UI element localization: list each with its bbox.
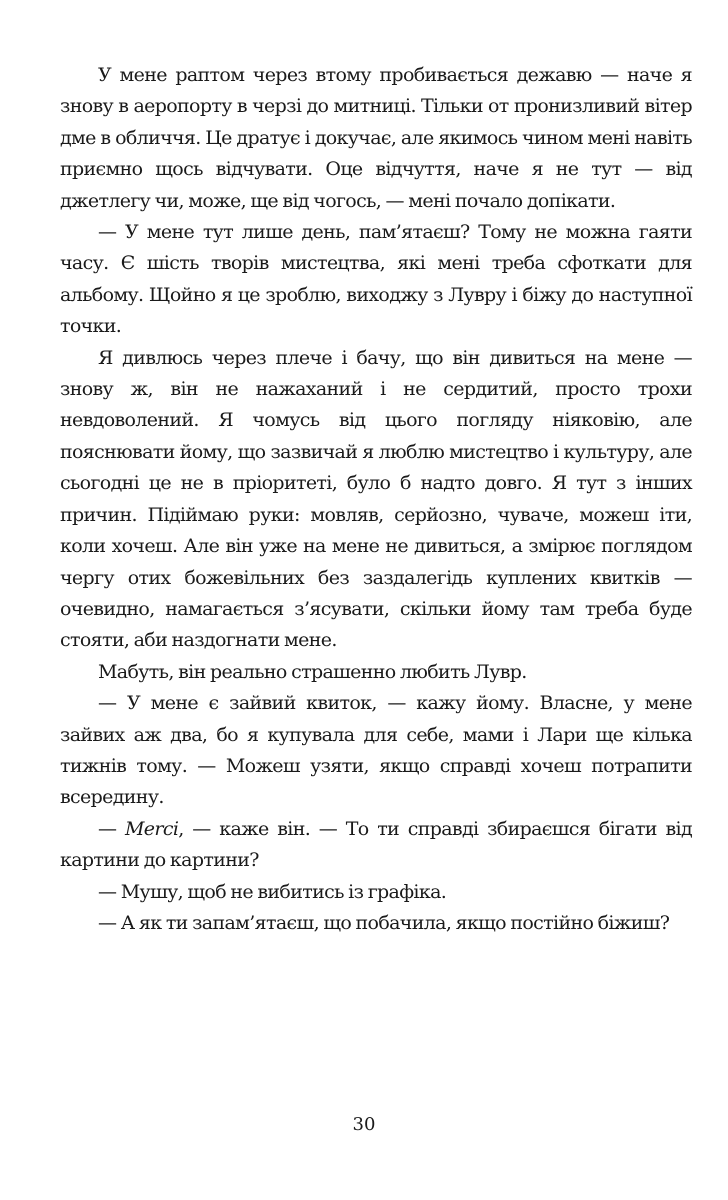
paragraph-2: — У мене тут лише день, пам’ятаєш? Тому не можна гаяти часу. Є шість творів мистецтва, які мені треба сфоткати для альбому. Щойно я це зроблю, виходжу з Лувру і біжу до наступної точки. — [60, 221, 692, 338]
paragraph-5: — У мене є зайвий квиток, — кажу йому. Власне, у мене зайвих аж два, бо я купувала для себе, мами і Лари ще кілька тижнів тому. — Можеш узяти, якщо справді хочеш потрапити всередину. — [60, 692, 692, 809]
body-text — [60, 60, 692, 939]
paragraph-4: Мабуть, він реально страшенно любить Лувр. — [98, 660, 527, 683]
paragraph-3: Я дивлюсь через плече і бачу, що він дивиться на мене — знову ж, він не нажаханий і не сердитий, просто трохи невдоволений. Я чомусь від цього погляду ніяковію, але пояснювати йому, що зазвичай я люблю мистецтво і культуру, але сьогодні це не в пріоритеті, було б надто довго. Я тут з інших причин. Підіймаю руки: мовляв, серйозно, чуваче, можеш іти, коли хочеш. Але він уже на мене не дивиться, а змірює поглядом чергу отих божевільних без заздалегідь куплених квитків — очевидно, намагається з’ясувати, скільки йому там треба буде стояти, аби наздогнати мене. — [60, 346, 692, 652]
paragraph-7: — Мушу, щоб не вибитись із графіка. — [98, 880, 447, 903]
paragraph-6: — Merci, — каже він. — То ти справді збираєшся бігати від картини до картини? — [60, 817, 692, 872]
paragraph-1: У мене раптом через втому пробивається дежавю — наче я знову в аеропорту в черзі до митниці. Тільки от пронизливий вітер дме в обличчя. Це дратує і докучає, але якимось чином мені навіть приємно щось відчувати. Оце відчуття, наче я не тут — від джетлегу чи, може, ще від чогось, — мені почало допікати. — [60, 64, 692, 212]
page-number: 30 — [352, 1114, 376, 1135]
paragraph-8: — А як ти запам’ятаєш, що побачила, якщо постійно біжиш? — [98, 911, 670, 934]
paragraph-6-rest: , — каже він. — То ти справді збираєшся бігати від картини до картини? — [60, 817, 692, 872]
italic-merci: Merci — [125, 817, 179, 840]
